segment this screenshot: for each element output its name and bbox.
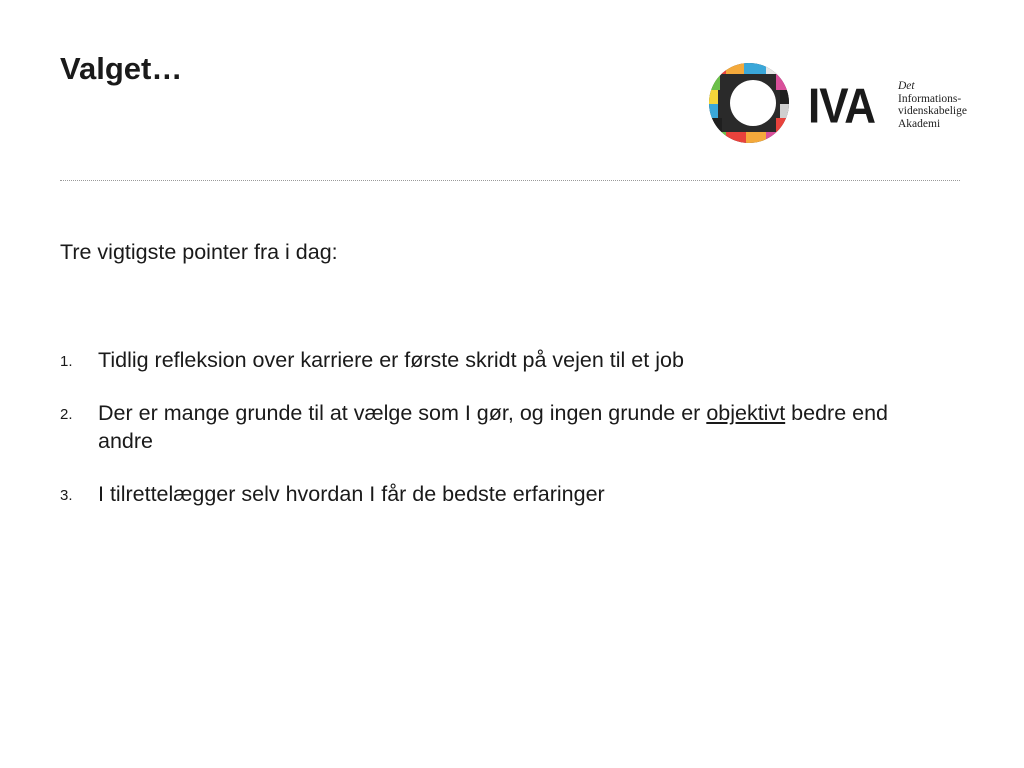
list-item-text (98, 401, 888, 453)
list-item-text: I tilrettelægger selv hvordan I får de bedste erfaringer (98, 482, 605, 506)
logo-tagline-line: Akademi (898, 117, 941, 130)
header-divider (60, 180, 960, 181)
list-item-text-start: Der er mange grunde til at vælge som I gør, og ingen grunde er (98, 401, 707, 425)
list-item-number: 3. (60, 487, 73, 504)
list-item (60, 399, 940, 455)
logo-tagline (898, 80, 967, 130)
intro-text: Tre vigtigste pointer fra i dag: (60, 240, 338, 264)
list-item-number: 1. (60, 353, 73, 370)
logo-tagline-line: videnskabelige (898, 105, 967, 117)
list-item-text-end: bedre end andre (98, 401, 888, 453)
pointer-list (60, 346, 940, 533)
slide-title: Valget… (60, 51, 183, 86)
emphasized-word: objektivt (706, 401, 786, 425)
logo-tagline-line: Det (898, 80, 915, 92)
colorful-ring-icon (706, 60, 792, 146)
list-item-number: 2. (60, 406, 73, 423)
logo-tagline-line: Informations- (898, 92, 962, 105)
logo-wordmark: IVA (808, 78, 876, 134)
list-item (60, 346, 940, 374)
iva-logo (706, 60, 966, 146)
list-item (60, 480, 940, 508)
list-item-text: Tidlig refleksion over karriere er første skridt på vejen til et job (98, 348, 684, 372)
